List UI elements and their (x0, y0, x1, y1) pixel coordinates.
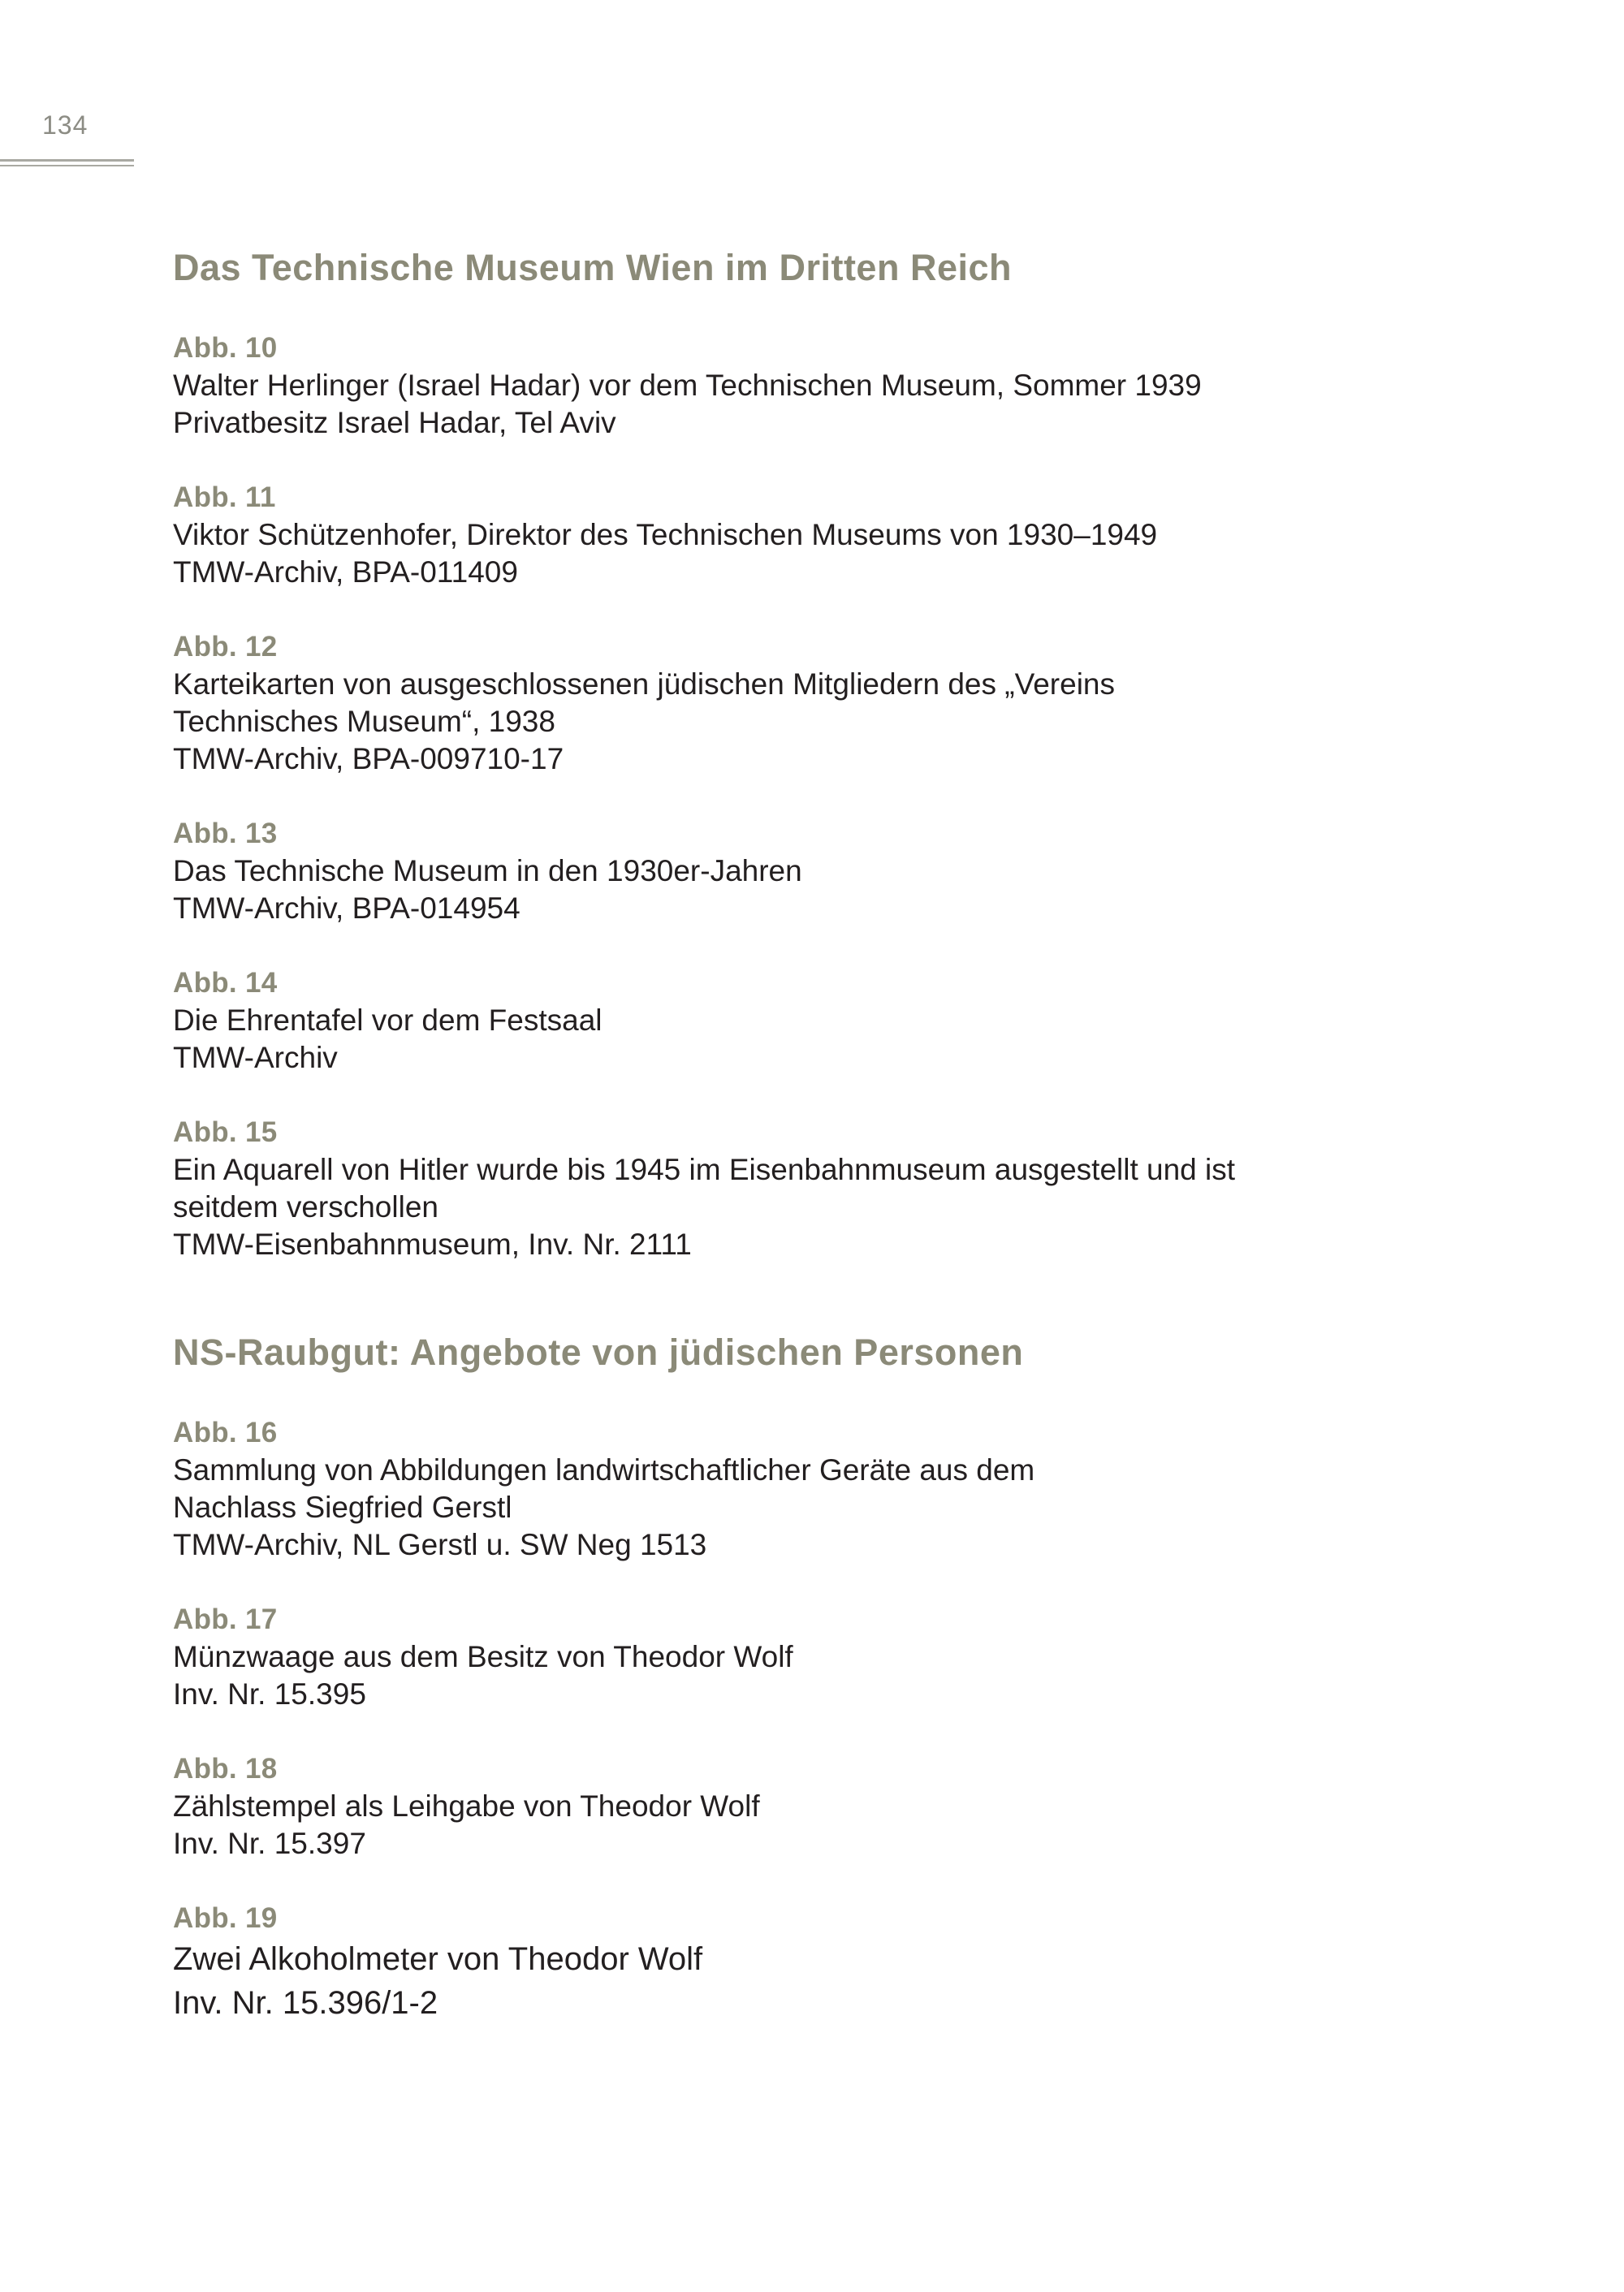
caption-line: TMW-Archiv, BPA-011409 (173, 555, 518, 589)
figure-caption (173, 479, 1391, 591)
figure-caption (173, 330, 1391, 442)
section-title: NS-Raubgut: Angebote von jüdischen Personen (173, 1332, 1024, 1373)
figure-caption (173, 1414, 1391, 1564)
caption-line: Ein Aquarell von Hitler wurde bis 1945 im Eisenbahnmuseum ausgestellt und ist (173, 1153, 1236, 1186)
figure-caption (173, 1114, 1391, 1263)
figure-label: Abb. 11 (173, 481, 276, 513)
caption-line: Zwei Alkoholmeter von Theodor Wolf (173, 1941, 703, 1977)
figure-label: Abb. 13 (173, 818, 278, 849)
figure-caption (173, 628, 1391, 778)
figure-label: Abb. 14 (173, 967, 278, 999)
figure-caption (173, 965, 1391, 1077)
caption-line: Inv. Nr. 15.395 (173, 1677, 366, 1711)
caption-line: Walter Herlinger (Israel Hadar) vor dem Technischen Museum, Sommer 1939 (173, 369, 1202, 402)
figure-caption (173, 1750, 1391, 1863)
figure-caption (173, 1601, 1391, 1713)
caption-line: Viktor Schützenhofer, Direktor des Technischen Museums von 1930–1949 (173, 518, 1158, 551)
caption-line: Die Ehrentafel vor dem Festsaal (173, 1004, 603, 1037)
caption-line: Sammlung von Abbildungen landwirtschaftlicher Geräte aus dem (173, 1453, 1035, 1487)
figure-label: Abb. 16 (173, 1417, 278, 1448)
caption-line: Karteikarten von ausgeschlossenen jüdischen Mitgliedern des „Vereins (173, 667, 1116, 701)
caption-line: Das Technische Museum in den 1930er-Jahren (173, 854, 802, 887)
figure-caption (173, 1900, 1391, 2025)
header-rule (0, 159, 134, 162)
figure-caption (173, 815, 1391, 927)
caption-line: Inv. Nr. 15.396/1-2 (173, 1985, 438, 2021)
caption-line: seitdem verschollen (173, 1190, 438, 1224)
figure-label: Abb. 18 (173, 1753, 278, 1785)
figure-label: Abb. 15 (173, 1116, 278, 1148)
caption-line: Privatbesitz Israel Hadar, Tel Aviv (173, 406, 616, 439)
caption-line: Zählstempel als Leihgabe von Theodor Wolf (173, 1789, 760, 1823)
page-number: 134 (42, 110, 89, 140)
caption-line: Münzwaage aus dem Besitz von Theodor Wolf (173, 1640, 793, 1673)
caption-line: Inv. Nr. 15.397 (173, 1827, 366, 1860)
figure-label: Abb. 17 (173, 1604, 278, 1635)
content-column (173, 244, 1391, 2025)
section-title: Das Technische Museum Wien im Dritten Reich (173, 247, 1012, 288)
header-rule-secondary (0, 165, 134, 166)
caption-line: TMW-Archiv, BPA-009710-17 (173, 742, 564, 775)
caption-line: TMW-Archiv, BPA-014954 (173, 891, 520, 925)
caption-line: Technisches Museum“, 1938 (173, 705, 555, 738)
caption-line: TMW-Archiv (173, 1041, 338, 1074)
figure-label: Abb. 12 (173, 631, 278, 663)
caption-line: Nachlass Siegfried Gerstl (173, 1491, 512, 1524)
caption-line: TMW-Archiv, NL Gerstl u. SW Neg 1513 (173, 1528, 707, 1561)
caption-line: TMW-Eisenbahnmuseum, Inv. Nr. 2111 (173, 1228, 692, 1261)
figure-label: Abb. 19 (173, 1902, 278, 1934)
figure-label: Abb. 10 (173, 332, 278, 364)
